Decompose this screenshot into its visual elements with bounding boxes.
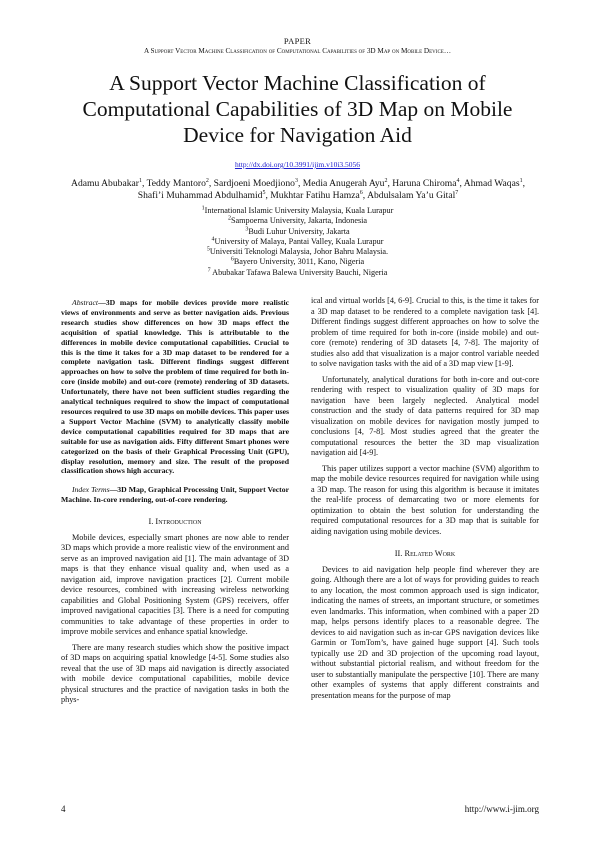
page-number: 4 [61,804,66,814]
affiliation-mark: 1 [201,205,205,212]
doi-link[interactable]: http://dx.doi.org/10.3991/ijim.v10i3.5056 [234,160,361,169]
affiliation-mark: 4 [211,236,215,243]
author-affiliation-mark: 6 [359,189,363,196]
intro-paragraph-1: Mobile devices, especially smart phones are now able to render 3D maps which provide a more realistic view of the environment and serve as an improved navigation aid [1]. The main advantage of 3D maps is that they enhance visual quality and, when used as a navigation aid, improve navigation practices [2]. Current mobile device resources, combined with increasing wireless networking capabilities and Global Positioning System (GPS) receivers, offer improved navigational capacities [3]. There is a need for computing communities to take advantage of these properties in order to improve mobile services and enhance spatial knowledge. [61,532,289,637]
abstract [61,298,289,476]
paper-title: A Support Vector Machine Classification of Computational Capabilities of 3D Map on Mobile Device for Navigation Aid [82,71,513,147]
author-separator: , [362,190,368,201]
author-name: Ahmad Waqas [463,178,520,189]
journal-header-label: PAPER [283,36,312,46]
intro-paragraph-4: This paper utilizes support a vector machine (SVM) algorithm to map the mobile device resources required for navigation while using a 3D map. The reason for using this algorithm is because it imitates the real-life process of demarcating two or more elements for optimization to obtain the best solution for understanding the required computational resources for a 3D map that is suitable for aiding navigation using mobile devices. [311,463,539,536]
intro-paragraph-2-continued: ical and virtual worlds [4, 6-9]. Crucial to this, is the time it takes for a 3D map dataset to be rendered to a complete navigation task [4]. Different findings suggest different approaches on how to solve the problem of time required for both in-core (inside mobile) and out-core (remote) rendering of 3D datasets [4, 7-8]. The majority of studies also add that visualization is a major control variable needed to solve navigation tasks with the aid of a 3D map view [1-9]. [311,296,539,368]
right-column [311,296,539,701]
affiliation-text: International Islamic University Malaysia, Kuala Lurapur [204,206,394,215]
author-name: Haruna Chiroma [392,178,457,189]
affiliation-text: Bayero University, 3011, Kano, Nigeria [233,257,365,267]
affiliation-line [0,237,595,247]
affiliation-line [0,216,595,226]
author-affiliation-mark: 1 [519,177,523,184]
author-affiliation-mark: 3 [294,177,298,184]
author-separator: , [297,178,303,189]
affiliation-text: Abubakar Tafawa Balewa University Bauchi, Nigeria [210,267,388,277]
author-name: Sardjoeni Moedjiono [213,178,295,189]
author-affiliation-mark: 2 [384,177,388,184]
affiliation-line [0,268,595,278]
affiliation-mark: 3 [245,225,249,232]
intro-paragraph-3: Unfortunately, analytical durations for both in-core and out-core rendering with respect to visualization quality of 3D maps for navigation have been largely neglected. Analytical model construction and the study of data patterns required for 3D map visualization on mobile devices for navigation mostly jumped to conclusions [4, 7-8]. Most studies agreed that the greater the computational resources the better the 3D map visualization navigation aid [4-9]. [311,374,539,457]
affiliation-line [0,257,595,267]
affiliation-line [0,247,595,257]
footer-url[interactable]: http://www.i-jim.org [464,804,539,814]
author-separator: , [208,178,214,189]
abstract-label: Abstract [72,298,99,307]
author-list [58,178,538,202]
author-separator: , [459,178,464,189]
affiliation-mark: 6 [230,256,234,263]
author-separator: , [387,178,393,189]
index-terms-text: —3D Map, Graphical Processing Unit, Support Vector Machine. In-core rendering, out-of-core rendering. [61,485,289,505]
intro-paragraph-2: There are many research studies which show the positive impact of 3D maps on acquiring spatial knowledge [4-5]. Some studies also reveal that the use of 3D maps aid navigation is directly associated with mobile device computational capabilities, mobile device physical structures and the practice of navigation tasks in both the phys- [61,642,289,705]
section-heading-related-work: II. Related Work [394,549,456,558]
index-terms-label: Index Terms [72,485,110,495]
affiliation-text: University of Malaya, Pantai Valley, Kuala Lurapur [214,236,384,246]
affiliation-mark: 5 [206,246,210,253]
related-work-paragraph-1: Devices to aid navigation help people find wherever they are going. Although there are a lot of ways for providing guides to reach to any location, the most common approach used is sign indicator, indicating the names of streets, an important structure, or sometimes even landmarks. This information, when combined with a paper 2D map, helps persons identify places to a reasonable degree. The devices to aid navigation such as in-car GPS navigation devices like Garmin or TomTom’s, have gained huge support [4]. Such tools typically use 2D and 3D projection of the upcoming road layout, without substantial pictorial realism, and without freedom for the user to substantially manipulate the perspective [10]. There are many other examples of systems that apply different constraints and presentation means for the purpose of map [311,564,539,700]
author-name: Adamu Abubakar [71,178,139,189]
author-name: Media Anugerah Ayu [302,178,385,189]
author-name: Mukhtar Fatihu Hamza [270,190,360,201]
affiliation-line [0,206,595,216]
section-heading-introduction: I. Introduction [148,517,202,527]
doi [0,160,595,169]
affiliation-mark: 2 [227,215,231,222]
author-separator: , [265,190,271,201]
author-name: Shafi’i Muhammad Abdulhamid [137,190,263,201]
author-separator: , [141,178,147,189]
affiliation-text: Budi Luhur University, Jakarta [248,226,350,236]
left-column [61,298,289,706]
index-terms [61,485,289,505]
affiliation-line [0,227,595,237]
author-name: Teddy Mantoro [146,178,206,189]
affiliation-text: Sampoerna University, Jakarta, Indonesia [230,216,368,226]
running-title: A Support Vector Machine Classification of Computational Capabilities of 3D Map on Mobile Device… [143,47,452,55]
author-affiliation-mark: 7 [455,189,459,196]
author-name: Abdulsalam Ya’u Gital [367,190,456,201]
affiliation-text: Universiti Teknologi Malaysia, Johor Bahru Malaysia. [209,247,389,257]
author-affiliation-mark: 5 [262,189,266,196]
author-affiliation-mark: 1 [138,177,142,184]
author-affiliation-mark: 4 [456,177,460,184]
affiliation-mark: 7 [207,267,211,274]
author-affiliation-mark: 2 [205,177,209,184]
abstract-text: —3D maps for mobile devices provide more realistic views of environments and serve as better navigation aids. Previous research studies show differences on how 3D maps effect the acquisition of spatial knowledge. This is attributable to the differences in mobile device computational capabilities. Crucial to this is the time it takes for a 3D map dataset to be rendered for a complete navigation task. Different findings suggest different approaches on how to solve the problem of time required for both in-core (inside mobile) and out-core (remote) rendering of 3D datasets. Unfortunately, there have not been sufficient studies regarding the analytical techniques required to show the impact of computational resources required to use 3D maps on mobile devices. This paper uses a Support Vector Machine (SVM) to analytically classify mobile device computational capabilities required for 3D maps that are suitable for use as navigation aids. Fifty different Smart phones were categorized on the basis of their Graphical Processing Unit (GPU), display resolution, memory and size. The result of the proposed classification shows high accuracy. [61,298,289,476]
author-separator: , [522,178,525,189]
affiliation-list [0,206,595,278]
